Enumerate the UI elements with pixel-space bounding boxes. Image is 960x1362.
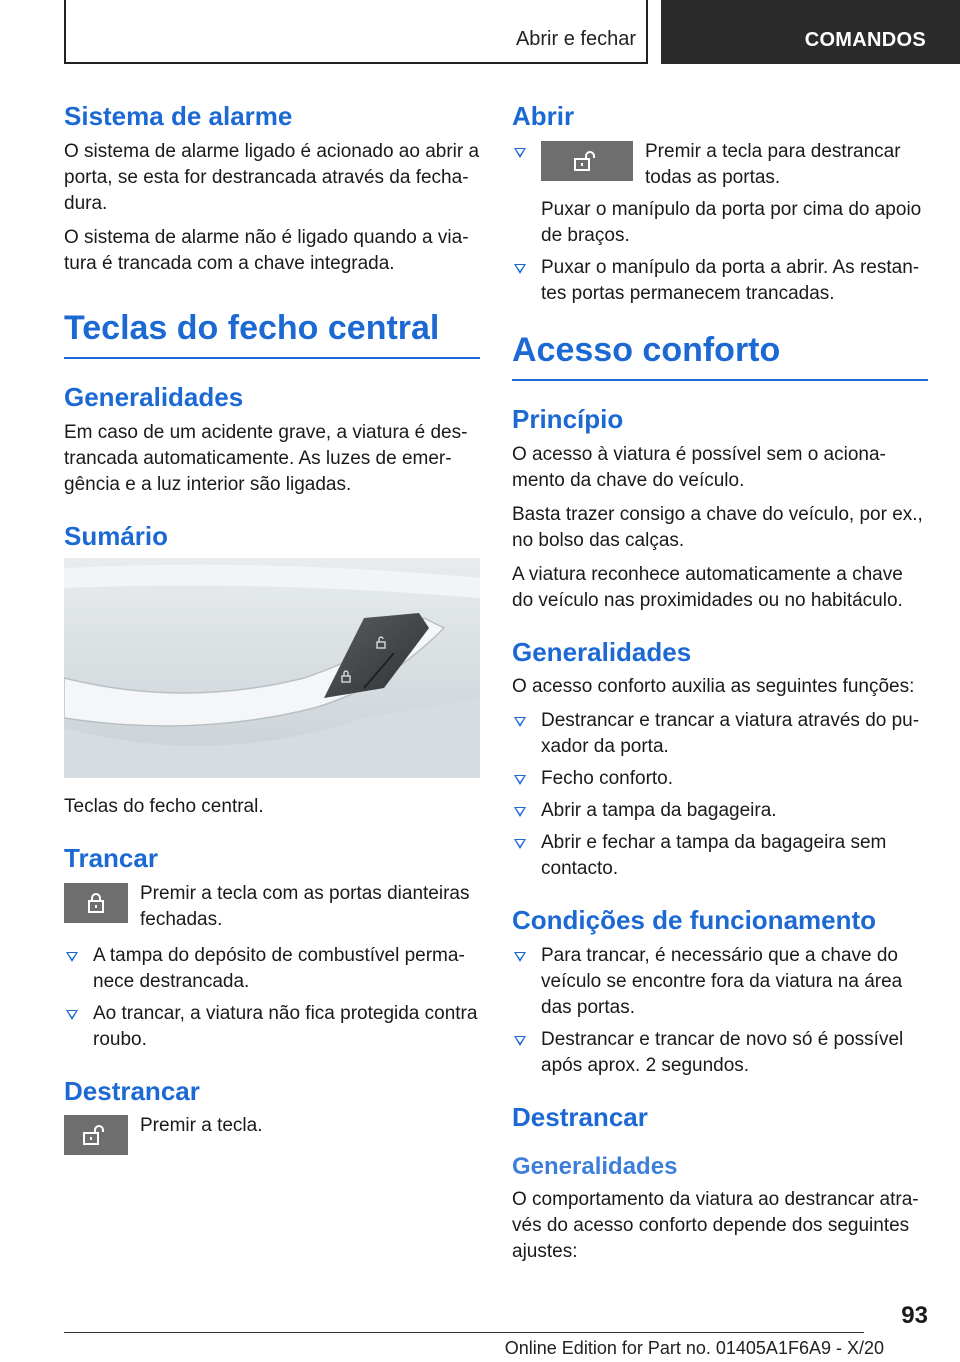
triangle-bullet-icon — [514, 807, 526, 817]
general-heading: Generalidades — [64, 382, 244, 412]
triangle-bullet-icon — [514, 264, 526, 274]
open-key-text: Premir a tecla para destrancar todas as portas. — [645, 140, 901, 188]
unlock-key-row — [64, 1113, 480, 1155]
lock-key-row — [64, 881, 480, 933]
left-column — [64, 100, 480, 1165]
list-item: Puxar o manípulo da porta a abrir. As restantes portas permanecem trancadas. — [512, 255, 928, 307]
unlock-heading: Destrancar — [64, 1075, 200, 1106]
triangle-bullet-icon — [66, 1010, 78, 1020]
lock-key-text: Premir a tecla com as portas dianteiras fechadas. — [140, 882, 470, 930]
open-extra-text: Puxar o manípulo da porta por cima do apoio de braços. — [541, 198, 922, 246]
list-item: Ao trancar, a viatura não fica protegida contra roubo. — [64, 1001, 480, 1053]
general-paragraph-right: O acesso conforto auxilia as seguintes funções: — [512, 676, 915, 697]
open-key-row — [541, 139, 928, 191]
triangle-bullet-icon — [514, 1036, 526, 1046]
triangle-bullet-icon — [514, 839, 526, 849]
triangle-bullet-icon — [514, 952, 526, 962]
general-bullet-list — [512, 708, 928, 882]
conditions-heading: Condições de funcionamento — [512, 905, 877, 935]
principle-paragraph-3: A viatura reconhece automaticamente a chave do veículo nas proximidades ou no habitáculo. — [512, 563, 903, 611]
page-number: 93 — [901, 1302, 928, 1329]
alarm-heading: Sistema de alarme — [64, 101, 293, 131]
lock-open-icon — [64, 1115, 128, 1155]
lock-open-icon — [541, 141, 633, 181]
unlock-heading-right: Destrancar — [512, 1101, 648, 1132]
right-column — [512, 100, 928, 1273]
triangle-bullet-icon — [514, 717, 526, 727]
door-buttons-photo — [64, 558, 480, 778]
list-item: Fecho conforto. — [512, 766, 928, 792]
principle-paragraph-1: O acesso à viatura é possível sem o acionamento da chave do veículo. — [512, 443, 886, 491]
alarm-paragraph-1: O sistema de alarme ligado é acionado ao abrir a porta, se esta for destrancada através da fechadura. — [64, 140, 480, 214]
unlock-key-text: Premir a tecla. — [140, 1115, 263, 1136]
lock-closed-icon — [64, 883, 128, 923]
list-item: Abrir e fechar a tampa da bagageira sem contacto. — [512, 830, 928, 882]
principle-paragraph-2: Basta trazer consigo a chave do veículo, por ex., no bolso das calças. — [512, 503, 923, 551]
general-heading-right: Generalidades — [512, 636, 692, 667]
open-heading: Abrir — [512, 101, 575, 131]
general-paragraph: Em caso de um acidente grave, a viatura é destrancada automaticamente. As luzes de emergência e a luz interior são ligadas. — [64, 421, 468, 495]
door-handle-illustration — [64, 558, 480, 778]
central-locking-heading: Teclas do fecho central — [64, 307, 480, 360]
photo-caption: Teclas do fecho central. — [64, 796, 264, 817]
list-item: Para trancar, é necessário que a chave do veículo se encontre fora da viatura na área das portas. — [512, 943, 928, 1021]
unlock-subheading: Generalidades — [512, 1153, 678, 1180]
triangle-bullet-icon — [66, 952, 78, 962]
alarm-paragraph-2: O sistema de alarme não é ligado quando a viatura é trancada com a chave integrada. — [64, 226, 469, 274]
lock-bullet-list — [64, 943, 480, 1053]
list-item: Abrir a tampa da bagageira. — [512, 798, 928, 824]
triangle-bullet-icon — [514, 148, 526, 158]
list-item — [512, 139, 928, 249]
list-item: Destrancar e trancar a viatura através do puxador da porta. — [512, 708, 928, 760]
footer-edition: Online Edition for Part no. 01405A1F6A9 - X/20 — [504, 1338, 884, 1358]
list-item: Destrancar e trancar de novo só é possível após aprox. 2 segundos. — [512, 1027, 928, 1079]
lock-heading: Trancar — [64, 843, 158, 873]
open-bullet-list — [512, 139, 928, 307]
summary-heading: Sumário — [64, 520, 169, 551]
header-chapter-label: COMANDOS — [804, 29, 926, 51]
conditions-bullet-list — [512, 943, 928, 1079]
unlock-paragraph: O comportamento da viatura ao destrancar através do acesso conforto depende dos seguintes ajustes: — [512, 1189, 919, 1262]
header-section-title: Abrir e fechar — [515, 28, 636, 50]
footer-divider — [64, 1332, 864, 1333]
principle-heading: Princípio — [512, 404, 624, 434]
triangle-bullet-icon — [514, 775, 526, 785]
comfort-access-heading: Acesso conforto — [512, 329, 928, 382]
header-chapter-tab — [661, 0, 960, 64]
list-item: A tampa do depósito de combustível permanece destrancada. — [64, 943, 480, 995]
